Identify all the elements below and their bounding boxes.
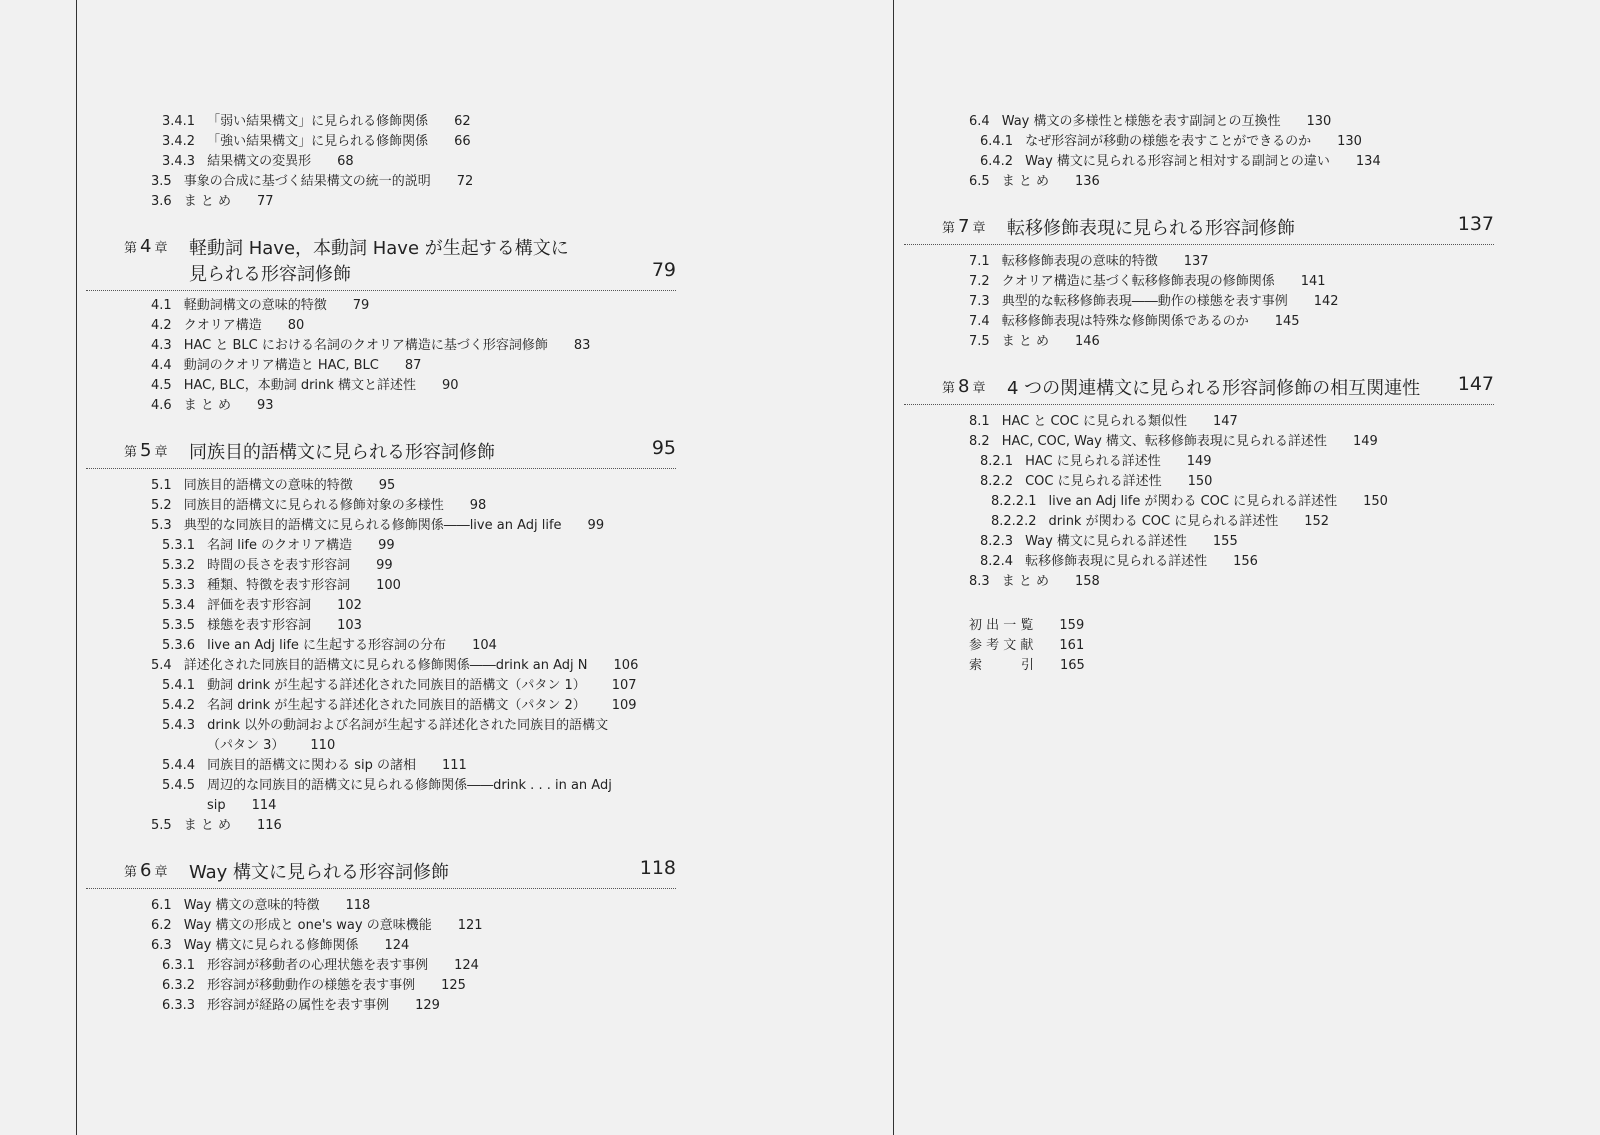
- toc-entry[interactable]: [980, 134, 1362, 150]
- entry-number: 5.4.1: [162, 678, 196, 693]
- entry-number: 6.3.1: [162, 958, 196, 973]
- entry-page-number: 95: [378, 478, 396, 493]
- entry-title: 転移修飾表現は特殊な修飾関係であるのか: [1001, 314, 1249, 329]
- entry-number: 8.3: [969, 574, 990, 589]
- entry-page-number: 99: [376, 558, 393, 573]
- entry-number: 5.4.3: [162, 718, 196, 733]
- chapter-page-number: 95: [651, 437, 676, 459]
- entry-page-number: 102: [337, 598, 362, 613]
- entry-page-number: 87: [404, 358, 422, 373]
- back-matter-entry[interactable]: [969, 614, 1084, 633]
- dotted-rule: [86, 888, 676, 889]
- dotted-rule: [86, 290, 676, 291]
- entry-number: 5.4: [151, 658, 172, 673]
- toc-entry[interactable]: [151, 898, 370, 914]
- entry-number: 5.5: [151, 818, 172, 833]
- entry-title: HAC, COC, Way 構文、転移修飾表現に見られる詳述性: [1001, 434, 1327, 449]
- entry-title: 結果構文の変異形: [207, 154, 312, 169]
- entry-title: sip: [207, 798, 226, 813]
- chapter-page-number: 79: [651, 259, 676, 281]
- toc-entry[interactable]: [980, 454, 1212, 470]
- entry-number: 5.4.5: [162, 778, 196, 793]
- entry-title: ま と め: [183, 818, 231, 833]
- toc-entry[interactable]: [969, 174, 1100, 190]
- entry-title: ま と め: [1001, 574, 1049, 589]
- entry-number: 5.2: [151, 498, 172, 513]
- entry-title: 同族目的語構文に見られる修飾対象の多様性: [183, 498, 444, 513]
- entry-number: 3.4.1: [162, 114, 196, 129]
- chapter-number: 6: [140, 860, 152, 881]
- toc-entry[interactable]: [969, 334, 1100, 350]
- entry-title: Way 構文に見られる修飾関係: [183, 938, 359, 953]
- entry-page-number: 137: [1183, 254, 1209, 269]
- toc-entry[interactable]: [980, 554, 1258, 570]
- toc-entry[interactable]: [162, 598, 362, 614]
- chapter-number: 8: [958, 376, 970, 397]
- chapter-prefix: 第: [942, 221, 956, 236]
- entry-title: HAC と COC に見られる類似性: [1001, 414, 1187, 429]
- chapter-title-line2[interactable]: 見られる形容詞修飾: [189, 264, 351, 285]
- entry-page-number: 150: [1363, 494, 1388, 509]
- entry-title: drink 以外の動詞および名詞が生起する詳述化された同族目的語構文: [207, 718, 609, 733]
- toc-entry[interactable]: [162, 538, 395, 554]
- toc-entry[interactable]: [162, 558, 393, 574]
- entry-page-number: 155: [1212, 534, 1238, 549]
- entry-page-number: 118: [345, 898, 371, 913]
- toc-entry[interactable]: [162, 978, 466, 994]
- entry-number: 5.3: [151, 518, 172, 533]
- toc-entry[interactable]: [162, 154, 354, 170]
- entry-title: 評価を表す形容詞: [207, 598, 312, 613]
- toc-entry[interactable]: [969, 274, 1326, 290]
- entry-page-number: 100: [376, 578, 401, 593]
- toc-entry[interactable]: [151, 518, 604, 534]
- entry-number: 6.5: [969, 174, 990, 189]
- chapter-page-number: 118: [639, 857, 676, 879]
- entry-title: 名詞 drink が生起する詳述化された同族目的語構文（パタン 2）: [207, 698, 586, 713]
- entry-title: なぜ形容詞が移動の様態を表すことができるのか: [1025, 134, 1312, 149]
- toc-entry[interactable]: [162, 678, 637, 694]
- chapter-title[interactable]: 同族目的語構文に見られる形容詞修飾: [189, 442, 495, 463]
- toc-entry[interactable]: [969, 414, 1238, 430]
- entry-title: 種類、特徴を表す形容詞: [207, 578, 351, 593]
- entry-number: 7.5: [969, 334, 990, 349]
- entry-page-number: 149: [1352, 434, 1378, 449]
- entry-number: 6.1: [151, 898, 172, 913]
- back-matter-page: 161: [1059, 638, 1085, 653]
- entry-number: 8.2.2.2: [991, 514, 1037, 529]
- toc-entry[interactable]: [207, 738, 335, 754]
- toc-entry[interactable]: [151, 658, 638, 674]
- entry-page-number: 150: [1187, 474, 1213, 489]
- entry-page-number: 79: [352, 298, 370, 313]
- entry-number: 5.4.2: [162, 698, 196, 713]
- entry-number: 5.3.3: [162, 578, 196, 593]
- back-matter-title: 初 出 一 覧: [969, 618, 1034, 633]
- chapter-suffix: 章: [154, 445, 168, 460]
- entry-number: 3.4.3: [162, 154, 196, 169]
- toc-entry[interactable]: [151, 194, 274, 210]
- toc-entry[interactable]: [151, 174, 473, 190]
- entry-number: 5.3.1: [162, 538, 196, 553]
- entry-title: ま と め: [1001, 334, 1049, 349]
- toc-entry[interactable]: [151, 358, 421, 374]
- toc-entry[interactable]: [151, 498, 486, 514]
- entry-number: 4.6: [151, 398, 172, 413]
- entry-number: 4.1: [151, 298, 172, 313]
- chapter-prefix: 第: [942, 381, 956, 396]
- entry-page-number: 110: [310, 738, 336, 753]
- entry-title: live an Adj life が関わる COC に見られる詳述性: [1048, 494, 1338, 509]
- back-matter-entry[interactable]: [969, 654, 1085, 673]
- entry-number: 6.3.3: [162, 998, 196, 1013]
- entry-number: 8.2.3: [980, 534, 1014, 549]
- toc-entry[interactable]: [151, 298, 369, 314]
- toc-entry[interactable]: [151, 918, 483, 934]
- entry-title: Way 構文に見られる詳述性: [1025, 534, 1187, 549]
- entry-number: 8.2.2: [980, 474, 1014, 489]
- back-matter-title: 参 考 文 献: [969, 638, 1034, 653]
- chapter-prefix: 第: [124, 241, 138, 256]
- entry-page-number: 152: [1304, 514, 1330, 529]
- entry-number: 8.2.2.1: [991, 494, 1037, 509]
- entry-page-number: 77: [256, 194, 274, 209]
- entry-page-number: 136: [1074, 174, 1100, 189]
- entry-title: Way 構文に見られる形容詞と相対する副詞との違い: [1025, 154, 1330, 169]
- entry-title: 周辺的な同族目的語構文に見られる修飾関係――drink . . . in an Adj: [207, 778, 612, 793]
- entry-number: 8.2.1: [980, 454, 1014, 469]
- entry-number: 7.1: [969, 254, 990, 269]
- entry-number: 7.4: [969, 314, 990, 329]
- toc-entry[interactable]: [162, 618, 362, 634]
- chapter-number: 7: [958, 216, 970, 237]
- back-matter-page: 159: [1059, 618, 1085, 633]
- entry-number: 8.2: [969, 434, 990, 449]
- toc-entry[interactable]: [151, 938, 409, 954]
- entry-title: 典型的な同族目的語構文に見られる修飾関係――live an Adj life: [183, 518, 562, 533]
- entry-page-number: 121: [457, 918, 483, 933]
- entry-page-number: 99: [378, 538, 395, 553]
- toc-entry[interactable]: [162, 698, 637, 714]
- entry-page-number: 93: [256, 398, 274, 413]
- entry-page-number: 62: [454, 114, 471, 129]
- entry-page-number: 156: [1233, 554, 1258, 569]
- entry-title: Way 構文の意味的特徴: [183, 898, 320, 913]
- entry-page-number: 158: [1074, 574, 1100, 589]
- toc-entry[interactable]: [151, 398, 274, 414]
- chapter-label: [124, 860, 167, 881]
- entry-title: 時間の長さを表す形容詞: [207, 558, 351, 573]
- toc-entry[interactable]: [162, 578, 401, 594]
- entry-title: 形容詞が移動動作の様態を表す事例: [207, 978, 416, 993]
- entry-page-number: 130: [1337, 134, 1362, 149]
- chapter-suffix: 章: [972, 381, 986, 396]
- entry-page-number: 90: [441, 378, 459, 393]
- entry-number: 4.3: [151, 338, 172, 353]
- chapter-number: 5: [140, 440, 152, 461]
- entry-title: クオリア構造に基づく転移修飾表現の修飾関係: [1001, 274, 1275, 289]
- entry-number: 5.3.4: [162, 598, 196, 613]
- toc-entry[interactable]: [991, 514, 1329, 530]
- toc-entry[interactable]: [991, 494, 1388, 510]
- entry-title: 様態を表す形容詞: [207, 618, 312, 633]
- entry-title: 典型的な転移修飾表現――動作の様態を表す事例: [1001, 294, 1288, 309]
- entry-number: 7.2: [969, 274, 990, 289]
- entry-page-number: 149: [1186, 454, 1212, 469]
- toc-entry[interactable]: [969, 314, 1300, 330]
- entry-title: ま と め: [1001, 174, 1049, 189]
- toc-entry[interactable]: [969, 294, 1339, 310]
- dotted-rule: [904, 404, 1494, 405]
- entry-title: HAC に見られる詳述性: [1025, 454, 1161, 469]
- entry-page-number: 109: [611, 698, 637, 713]
- entry-page-number: 111: [441, 758, 467, 773]
- entry-page-number: 125: [441, 978, 466, 993]
- entry-title: HAC と BLC における名詞のクオリア構造に基づく形容詞修飾: [183, 338, 548, 353]
- entry-page-number: 124: [384, 938, 410, 953]
- toc-entry[interactable]: [162, 134, 471, 150]
- entry-title: Way 構文の形成と one's way の意味機能: [183, 918, 432, 933]
- entry-page-number: 114: [251, 798, 277, 813]
- entry-title: 転移修飾表現に見られる詳述性: [1025, 554, 1208, 569]
- entry-page-number: 103: [337, 618, 362, 633]
- entry-page-number: 106: [613, 658, 639, 673]
- toc-entry[interactable]: [980, 154, 1381, 170]
- toc-entry[interactable]: [162, 758, 467, 774]
- toc-entry[interactable]: [162, 718, 608, 734]
- entry-title: 「弱い結果構文」に見られる修飾関係: [207, 114, 429, 129]
- entry-page-number: 129: [415, 998, 440, 1013]
- entry-title: クオリア構造: [183, 318, 262, 333]
- chapter-label: [124, 236, 167, 257]
- entry-page-number: 68: [337, 154, 354, 169]
- entry-title: HAC, BLC，本動詞 drink 構文と詳述性: [183, 378, 416, 393]
- entry-number: 5.3.6: [162, 638, 196, 653]
- chapter-label: [942, 216, 985, 237]
- entry-page-number: 80: [287, 318, 305, 333]
- toc-entry[interactable]: [969, 574, 1100, 590]
- entry-number: 3.5: [151, 174, 172, 189]
- entry-number: 4.5: [151, 378, 172, 393]
- entry-page-number: 146: [1074, 334, 1100, 349]
- entry-title: 軽動詞構文の意味的特徴: [183, 298, 327, 313]
- entry-number: 6.4.1: [980, 134, 1014, 149]
- chapter-suffix: 章: [972, 221, 986, 236]
- chapter-prefix: 第: [124, 445, 138, 460]
- back-matter-entry[interactable]: [969, 634, 1084, 653]
- entry-number: 4.2: [151, 318, 172, 333]
- entry-title: 動詞のクオリア構造と HAC, BLC: [183, 358, 379, 373]
- entry-page-number: 130: [1306, 114, 1332, 129]
- chapter-title[interactable]: 転移修飾表現に見られる形容詞修飾: [1007, 218, 1295, 239]
- entry-title: 詳述化された同族目的語構文に見られる修飾関係――drink an Adj N: [183, 658, 588, 673]
- toc-entry[interactable]: [162, 998, 440, 1014]
- chapter-suffix: 章: [154, 241, 168, 256]
- toc-entry[interactable]: [151, 818, 282, 834]
- chapter-suffix: 章: [154, 865, 168, 880]
- entry-number: 8.2.4: [980, 554, 1014, 569]
- entry-page-number: 66: [454, 134, 471, 149]
- toc-entry[interactable]: [151, 478, 395, 494]
- entry-page-number: 83: [573, 338, 591, 353]
- toc-entry[interactable]: [162, 114, 471, 130]
- entry-title: ま と め: [183, 398, 231, 413]
- entry-title: drink が関わる COC に見られる詳述性: [1048, 514, 1279, 529]
- entry-title: 転移修飾表現の意味的特徴: [1001, 254, 1158, 269]
- toc-entry[interactable]: [151, 378, 459, 394]
- entry-title: COC に見られる詳述性: [1025, 474, 1162, 489]
- entry-number: 6.2: [151, 918, 172, 933]
- entry-page-number: 145: [1274, 314, 1300, 329]
- entry-number: 5.1: [151, 478, 172, 493]
- chapter-title-line1[interactable]: 軽動詞 Have，本動詞 Have が生起する構文に: [189, 238, 569, 259]
- toc-entry[interactable]: [969, 254, 1209, 270]
- entry-number: 5.3.2: [162, 558, 196, 573]
- entry-number: 5.3.5: [162, 618, 196, 633]
- entry-number: 8.1: [969, 414, 990, 429]
- entry-title: live an Adj life に生起する形容詞の分布: [207, 638, 447, 653]
- chapter-label: [942, 376, 985, 397]
- toc-entry[interactable]: [151, 338, 590, 354]
- entry-page-number: 141: [1300, 274, 1326, 289]
- entry-number: 3.6: [151, 194, 172, 209]
- entry-page-number: 142: [1313, 294, 1339, 309]
- entry-page-number: 124: [454, 958, 479, 973]
- entry-number: 6.3: [151, 938, 172, 953]
- dotted-rule: [86, 468, 676, 469]
- toc-entry[interactable]: [969, 434, 1378, 450]
- chapter-prefix: 第: [124, 865, 138, 880]
- entry-title: （パタン 3）: [207, 738, 285, 753]
- toc-entry[interactable]: [162, 778, 612, 794]
- entry-title: 形容詞が経路の属性を表す事例: [207, 998, 390, 1013]
- chapter-page-number: 137: [1457, 213, 1494, 235]
- toc-entry[interactable]: [151, 318, 304, 334]
- back-matter-page: 165: [1060, 658, 1085, 673]
- entry-title: ま と め: [183, 194, 231, 209]
- entry-title: 動詞 drink が生起する詳述化された同族目的語構文（パタン 1）: [207, 678, 586, 693]
- toc-entry[interactable]: [162, 638, 497, 654]
- entry-page-number: 107: [611, 678, 637, 693]
- entry-number: 6.3.2: [162, 978, 196, 993]
- entry-number: 7.3: [969, 294, 990, 309]
- entry-page-number: 72: [456, 174, 474, 189]
- entry-number: 6.4.2: [980, 154, 1014, 169]
- entry-title: 同族目的語構文に関わる sip の諸相: [207, 758, 416, 773]
- entry-title: 同族目的語構文の意味的特徴: [183, 478, 353, 493]
- entry-number: 6.4: [969, 114, 990, 129]
- chapter-number: 4: [140, 236, 152, 257]
- toc-entry[interactable]: [969, 114, 1331, 130]
- entry-page-number: 98: [469, 498, 487, 513]
- entry-page-number: 104: [472, 638, 497, 653]
- entry-number: 3.4.2: [162, 134, 196, 149]
- page-left-border: [76, 0, 77, 1135]
- entry-title: 名詞 life のクオリア構造: [207, 538, 353, 553]
- entry-page-number: 116: [256, 818, 282, 833]
- entry-page-number: 134: [1355, 154, 1381, 169]
- entry-title: 「強い結果構文」に見られる修飾関係: [207, 134, 429, 149]
- entry-number: 5.4.4: [162, 758, 196, 773]
- entry-number: 4.4: [151, 358, 172, 373]
- chapter-title[interactable]: Way 構文に見られる形容詞修飾: [189, 862, 450, 883]
- toc-entry[interactable]: [980, 534, 1238, 550]
- entry-title: Way 構文の多様性と様態を表す副詞との互換性: [1001, 114, 1281, 129]
- dotted-rule: [904, 244, 1494, 245]
- entry-page-number: 147: [1213, 414, 1238, 429]
- entry-title: 形容詞が移動者の心理状態を表す事例: [207, 958, 429, 973]
- page-gutter: [893, 0, 894, 1135]
- chapter-title[interactable]: 4 つの関連構文に見られる形容詞修飾の相互関連性: [1007, 378, 1421, 399]
- toc-entry[interactable]: [980, 474, 1212, 490]
- chapter-label: [124, 440, 167, 461]
- chapter-page-number: 147: [1457, 373, 1494, 395]
- toc-entry[interactable]: [207, 798, 276, 814]
- entry-title: 事象の合成に基づく結果構文の統一的説明: [183, 174, 431, 189]
- toc-entry[interactable]: [162, 958, 479, 974]
- entry-page-number: 99: [587, 518, 605, 533]
- back-matter-title: 索 引: [969, 658, 1035, 673]
